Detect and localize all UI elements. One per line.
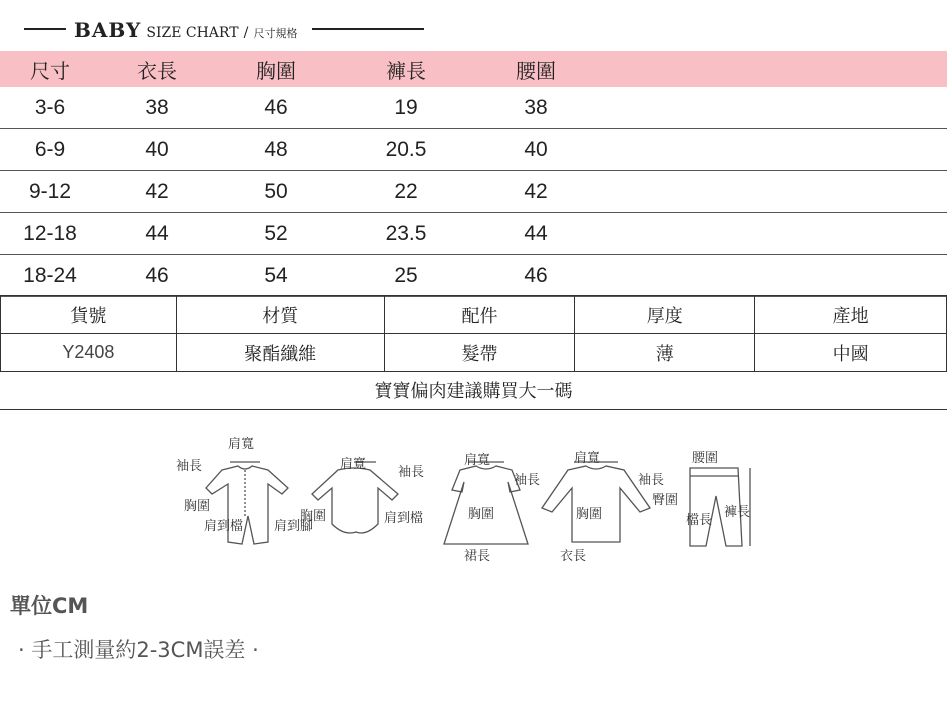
top-diagram — [542, 462, 650, 542]
product-info-table — [0, 295, 947, 372]
info-value-row — [1, 334, 947, 372]
cell-pants-length: 23.5 — [385, 221, 427, 245]
cell-chest: 50 — [264, 179, 288, 203]
cell-size: 18-24 — [23, 263, 77, 287]
d5-label-rise: 檔長 — [686, 513, 713, 528]
d2-label-sleeve: 袖長 — [398, 465, 425, 480]
measurement-error-note: · 手工測量約2-3CM誤差 · — [18, 638, 259, 662]
d1-label-shoulder-crotch: 肩到檔 — [204, 519, 244, 534]
d5-label-waist: 腰圍 — [692, 451, 719, 466]
d3-label-shoulder: 肩寬 — [464, 453, 491, 468]
d5-label-pants-length: 褲長 — [724, 505, 751, 520]
info-header-material: 材質 — [176, 296, 384, 334]
header-length: 衣長 — [137, 60, 177, 83]
cell-chest: 46 — [264, 95, 288, 119]
info-header-origin: 產地 — [755, 296, 947, 334]
cell-waist: 38 — [524, 95, 548, 119]
info-header-item-no: 貨號 — [1, 296, 177, 334]
title-cn: 尺寸規格 — [253, 27, 298, 40]
cell-chest: 48 — [264, 137, 288, 161]
info-material: 聚酯纖維 — [176, 334, 384, 372]
title-brand: BABY — [74, 18, 142, 42]
d2-label-chest: 胸圍 — [300, 509, 327, 524]
measurement-diagrams — [170, 432, 770, 577]
title-separator: / — [243, 25, 249, 41]
info-item-no: Y2408 — [1, 334, 177, 372]
d4-label-chest: 胸圍 — [576, 507, 603, 522]
info-accessory: 髮帶 — [384, 334, 575, 372]
cell-length: 46 — [145, 263, 169, 287]
cell-waist: 44 — [524, 221, 548, 245]
header-waist: 腰圍 — [516, 60, 556, 83]
cell-size: 12-18 — [23, 221, 77, 245]
info-header-thickness: 厚度 — [575, 296, 755, 334]
info-header-row — [1, 296, 947, 334]
d1-label-chest: 胸圍 — [184, 499, 211, 514]
cell-size: 9-12 — [28, 179, 72, 203]
cell-length: 44 — [145, 221, 169, 245]
cell-waist: 40 — [524, 137, 548, 161]
info-header-accessory: 配件 — [384, 296, 575, 334]
cell-length: 40 — [145, 137, 169, 161]
unit-label: 單位CM — [10, 594, 89, 618]
d1-label-sleeve: 袖長 — [176, 459, 203, 474]
cell-waist: 46 — [524, 263, 548, 287]
cell-waist: 42 — [524, 179, 548, 203]
sizing-advice: 寶寶偏肉建議購買大一碼 — [0, 371, 947, 410]
table-row — [0, 129, 947, 171]
d1-label-shoulder: 肩寬 — [228, 437, 255, 452]
cell-size: 3-6 — [34, 95, 66, 119]
table-row — [0, 171, 947, 213]
d4-label-sleeve: 袖長 — [638, 473, 665, 488]
cell-pants-length: 25 — [394, 263, 418, 287]
d2-label-shoulder: 肩寬 — [340, 457, 367, 472]
cell-length: 42 — [145, 179, 169, 203]
d1-label-shoulder-foot: 肩到腳 — [274, 519, 314, 534]
title-rule-left — [24, 28, 66, 30]
header-size: 尺寸 — [30, 60, 70, 83]
cell-size: 6-9 — [34, 137, 66, 161]
d3-label-length: 裙長 — [464, 549, 491, 564]
chart-title — [0, 14, 947, 44]
cell-pants-length: 19 — [394, 95, 418, 119]
size-table-header — [0, 51, 947, 87]
d3-label-chest: 胸圍 — [468, 507, 495, 522]
d5-label-hip: 臀圍 — [652, 493, 679, 508]
d2-label-shoulder-crotch: 肩到檔 — [384, 511, 424, 526]
size-table — [0, 51, 947, 297]
title-text — [74, 18, 297, 42]
d4-label-length: 衣長 — [560, 549, 587, 564]
d4-label-shoulder: 肩寬 — [574, 451, 601, 466]
title-rule-right — [312, 28, 424, 30]
title-subtitle: SIZE CHART — [146, 25, 239, 41]
table-row — [0, 213, 947, 255]
info-origin: 中國 — [755, 334, 947, 372]
info-thickness: 薄 — [575, 334, 755, 372]
cell-chest: 54 — [264, 263, 288, 287]
cell-chest: 52 — [264, 221, 288, 245]
cell-length: 38 — [145, 95, 169, 119]
d3-label-sleeve: 袖長 — [514, 473, 541, 488]
header-chest: 胸圍 — [256, 60, 296, 83]
header-pants-length: 褲長 — [386, 60, 426, 83]
table-row — [0, 87, 947, 129]
cell-pants-length: 20.5 — [385, 137, 427, 161]
cell-pants-length: 22 — [394, 179, 418, 203]
table-row — [0, 255, 947, 297]
